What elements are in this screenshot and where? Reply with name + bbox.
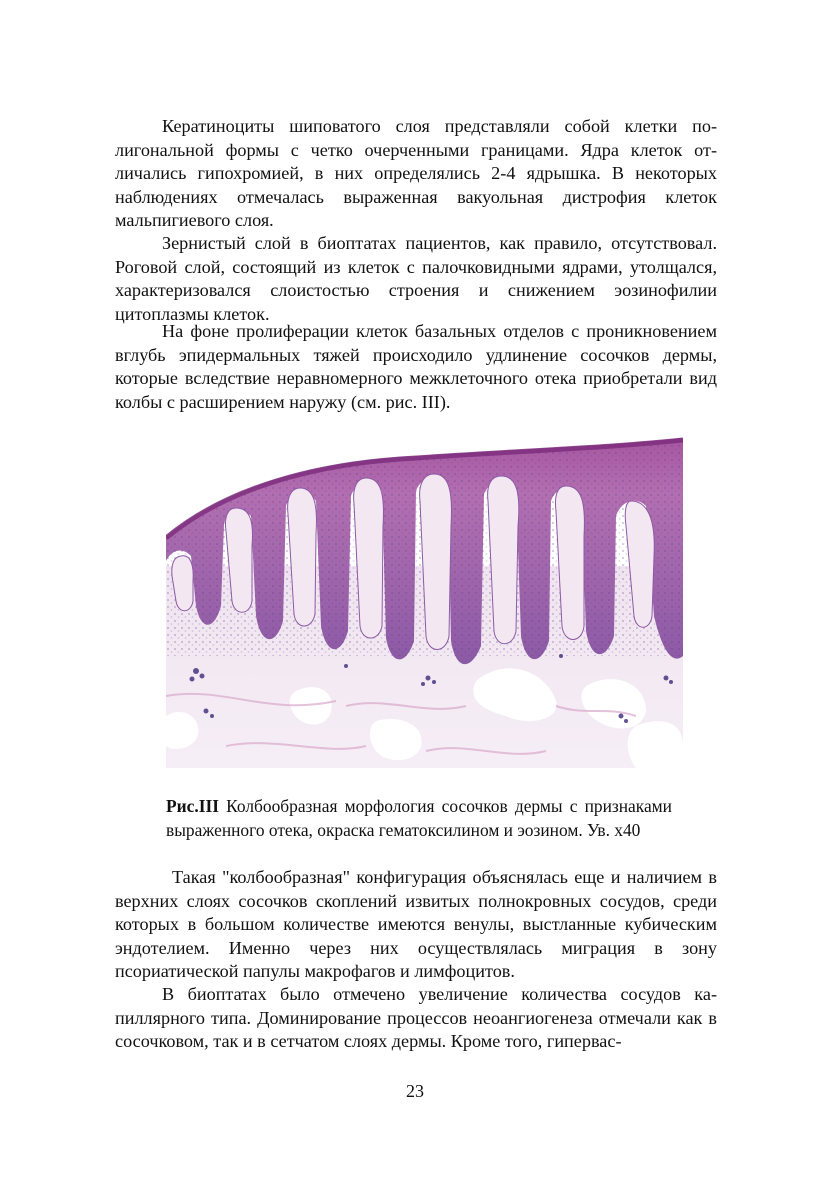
paragraph-flask-configuration: Такая "колбообразная" конфигурация объяснялась еще и наличием в верхних слоях сосочков скоплений извитых полнокровных сосудов, среди которых в большом количестве имеются венулы, выстланные кубическим эндотелием. Именно через них осуществлялась миграция в зону псориатической папулы макрофагов и лимфоцитов. — [115, 867, 717, 982]
histology-micrograph — [166, 416, 683, 768]
figure-caption — [166, 795, 672, 842]
paragraph-granular-layer: Зернистый слой в биоптатах пациентов, как правило, отсутствовал. Роговой слой, состоящий из клеток с палочковидными ядрами, утолщался, характеризовался слоистостью строения и снижением эозинофилии цитоплазмы клеток. — [115, 233, 717, 324]
figure-label: Рис.III — [166, 796, 220, 816]
paragraph-capillary-vessels: В биоптатах было отмечено увеличение количества сосудов капиллярного типа. Доминирование процессов неоангиогенеза отмечали как в сосочковом, так и в сетчатом слоях дермы. Кроме того, гипервас- — [115, 984, 717, 1052]
paragraph-spinous-layer: Кератиноциты шиповатого слоя представляли собой клетки полигональной формы с четко очерченными границами. Ядра клеток отличались гипохромией, в них определялись 2-4 ядрышка. В некоторых наблюдениях отмечалась выраженная вакуольная дистрофия клеток мальпигиевого слоя. — [115, 116, 717, 231]
paragraph-papillae-elongation: На фоне пролиферации клеток базальных отделов с проникновением вглубь эпидермальных тяжей происходило удлинение сосочков дермы, которые вследствие неравномерного межклеточного отека приобретали вид колбы с расширением наружу (см. рис. III). — [115, 321, 717, 412]
figure-caption-text: Колбообразная морфология сосочков дермы с признаками выраженного отека, окраска гематоксилином и эозином. Ув. х40 — [166, 796, 672, 840]
page-number: 23 — [406, 1081, 424, 1101]
